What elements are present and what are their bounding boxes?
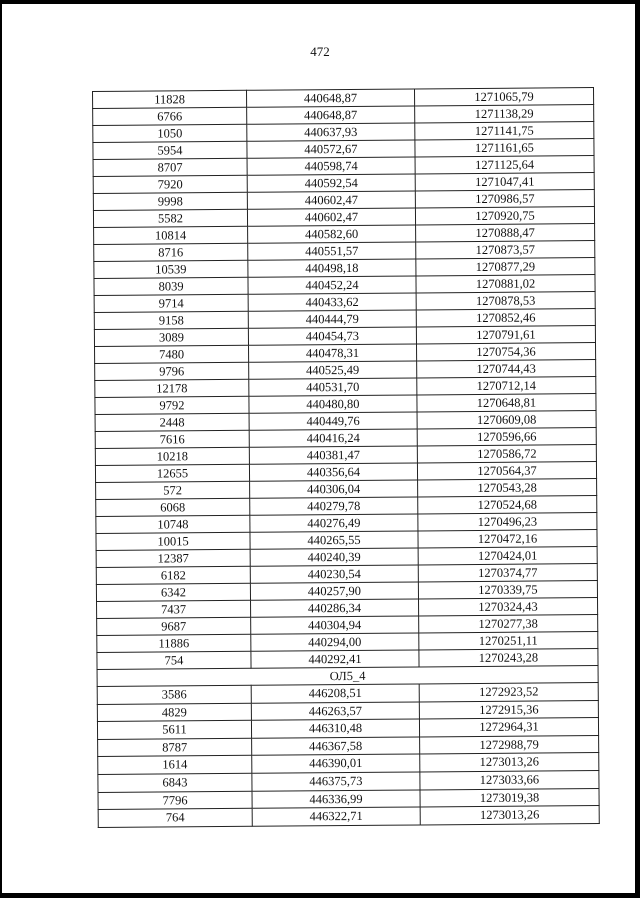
point-id-cell: 11828 (93, 90, 247, 108)
x-coordinate-cell: 440525,49 (249, 361, 417, 379)
y-coordinate-cell: 1270243,28 (419, 649, 598, 667)
y-coordinate-cell: 1272923,52 (419, 683, 598, 702)
y-coordinate-cell: 1270877,29 (416, 258, 595, 276)
point-id-cell: 6766 (93, 107, 247, 125)
x-coordinate-cell: 440598,74 (247, 157, 415, 175)
scan-edge-right (635, 0, 640, 898)
point-id-cell: 7920 (93, 175, 247, 193)
x-coordinate-cell: 446367,58 (252, 737, 420, 756)
y-coordinate-cell: 1272915,36 (419, 700, 598, 719)
point-id-cell: 572 (96, 481, 250, 499)
point-id-cell: 9998 (93, 192, 247, 210)
x-coordinate-cell: 440602,47 (247, 191, 415, 209)
coordinates-table-body (93, 88, 600, 828)
x-coordinate-cell: 440356,64 (249, 463, 417, 481)
table-row (98, 806, 599, 828)
y-coordinate-cell: 1273033,66 (420, 771, 599, 790)
x-coordinate-cell: 440572,67 (247, 140, 415, 158)
x-coordinate-cell: 440286,34 (251, 599, 419, 617)
scan-edge-top (0, 0, 640, 4)
point-id-cell: 10015 (96, 532, 250, 550)
x-coordinate-cell: 440416,24 (249, 429, 417, 447)
x-coordinate-cell: 446375,73 (252, 772, 420, 791)
y-coordinate-cell: 1270609,08 (417, 411, 596, 429)
y-coordinate-cell: 1270881,02 (416, 275, 595, 293)
y-coordinate-cell: 1270744,43 (417, 360, 596, 378)
y-coordinate-cell: 1270986,57 (415, 190, 594, 208)
y-coordinate-cell: 1271138,29 (415, 105, 594, 123)
y-coordinate-cell: 1271161,65 (415, 139, 594, 157)
point-id-cell: 9796 (95, 362, 249, 380)
x-coordinate-cell: 446263,57 (251, 702, 419, 721)
x-coordinate-cell: 440602,47 (247, 208, 415, 226)
x-coordinate-cell: 440265,55 (250, 531, 418, 549)
x-coordinate-cell: 440276,49 (250, 514, 418, 532)
y-coordinate-cell: 1270524,68 (418, 496, 597, 514)
x-coordinate-cell: 440531,70 (249, 378, 417, 396)
y-coordinate-cell: 1270339,75 (418, 581, 597, 599)
x-coordinate-cell: 446322,71 (252, 807, 420, 826)
x-coordinate-cell: 440257,90 (250, 582, 418, 600)
y-coordinate-cell: 1271141,75 (415, 122, 594, 140)
y-coordinate-cell: 1273013,26 (420, 806, 599, 825)
point-id-cell: 1050 (93, 124, 247, 142)
point-id-cell: 12387 (96, 549, 250, 567)
point-id-cell: 11886 (97, 634, 251, 652)
x-coordinate-cell: 440648,87 (246, 89, 414, 107)
point-id-cell: 3586 (97, 685, 251, 704)
point-id-cell: 12178 (95, 379, 249, 397)
y-coordinate-cell: 1270754,36 (416, 343, 595, 361)
point-id-cell: 8707 (93, 158, 247, 176)
x-coordinate-cell: 440478,31 (249, 344, 417, 362)
x-coordinate-cell: 446336,99 (252, 790, 420, 809)
point-id-cell: 10748 (96, 515, 250, 533)
point-id-cell: 6342 (96, 583, 250, 601)
x-coordinate-cell: 440240,39 (250, 548, 418, 566)
x-coordinate-cell: 440454,73 (248, 327, 416, 345)
point-id-cell: 7480 (95, 345, 249, 363)
point-id-cell: 5582 (93, 209, 247, 227)
x-coordinate-cell: 440292,41 (251, 650, 419, 668)
x-coordinate-cell: 440449,76 (249, 412, 417, 430)
point-id-cell: 8787 (98, 738, 252, 757)
point-id-cell: 4829 (97, 703, 251, 722)
y-coordinate-cell: 1270324,43 (418, 598, 597, 616)
x-coordinate-cell: 440480,80 (249, 395, 417, 413)
point-id-cell: 9687 (97, 617, 251, 635)
y-coordinate-cell: 1270878,53 (416, 292, 595, 310)
x-coordinate-cell: 440637,93 (247, 123, 415, 141)
y-coordinate-cell: 1270472,16 (418, 530, 597, 548)
y-coordinate-cell: 1270852,46 (416, 309, 595, 327)
x-coordinate-cell: 440304,94 (251, 616, 419, 634)
y-coordinate-cell: 1270564,37 (417, 462, 596, 480)
point-id-cell: 9792 (95, 396, 249, 414)
y-coordinate-cell: 1270277,38 (419, 615, 598, 633)
point-id-cell: 5954 (93, 141, 247, 159)
scan-edge-left (0, 0, 2, 898)
point-id-cell: 6068 (96, 498, 250, 516)
y-coordinate-cell: 1270920,75 (415, 207, 594, 225)
section-title: ОЛ5_4 (97, 666, 598, 687)
point-id-cell: 2448 (95, 413, 249, 431)
x-coordinate-cell: 440452,24 (248, 276, 416, 294)
y-coordinate-cell: 1270596,66 (417, 428, 596, 446)
point-id-cell: 8039 (94, 277, 248, 295)
coordinates-table (92, 87, 600, 828)
point-id-cell: 10539 (94, 260, 248, 278)
y-coordinate-cell: 1270543,28 (418, 479, 597, 497)
y-coordinate-cell: 1273013,26 (420, 753, 599, 772)
y-coordinate-cell: 1270374,77 (418, 564, 597, 582)
page-number: 472 (310, 44, 330, 59)
point-id-cell: 6843 (98, 773, 252, 792)
x-coordinate-cell: 440648,87 (247, 106, 415, 124)
x-coordinate-cell: 440592,54 (247, 174, 415, 192)
y-coordinate-cell: 1270251,11 (419, 632, 598, 650)
x-coordinate-cell: 446208,51 (251, 684, 419, 703)
x-coordinate-cell: 446390,01 (252, 754, 420, 773)
scan-edge-bottom (0, 893, 640, 898)
point-id-cell: 5611 (97, 720, 251, 739)
x-coordinate-cell: 440230,54 (250, 565, 418, 583)
point-id-cell: 1614 (98, 756, 252, 775)
point-id-cell: 754 (97, 651, 251, 669)
x-coordinate-cell: 440551,57 (248, 242, 416, 260)
x-coordinate-cell: 440444,79 (248, 310, 416, 328)
x-coordinate-cell: 440381,47 (249, 446, 417, 464)
point-id-cell: 12655 (95, 464, 249, 482)
point-id-cell: 6182 (96, 566, 250, 584)
y-coordinate-cell: 1270496,23 (418, 513, 597, 531)
y-coordinate-cell: 1273019,38 (420, 788, 599, 807)
point-id-cell: 10814 (94, 226, 248, 244)
point-id-cell: 8716 (94, 243, 248, 261)
y-coordinate-cell: 1270586,72 (417, 445, 596, 463)
x-coordinate-cell: 440294,00 (251, 633, 419, 651)
x-coordinate-cell: 440582,60 (248, 225, 416, 243)
y-coordinate-cell: 1270424,01 (418, 547, 597, 565)
y-coordinate-cell: 1270791,61 (416, 326, 595, 344)
y-coordinate-cell: 1270888,47 (416, 224, 595, 242)
point-id-cell: 7616 (95, 430, 249, 448)
y-coordinate-cell: 1270712,14 (417, 377, 596, 395)
point-id-cell: 9158 (94, 311, 248, 329)
point-id-cell: 10218 (95, 447, 249, 465)
y-coordinate-cell: 1272964,31 (419, 718, 598, 737)
y-coordinate-cell: 1271125,64 (415, 156, 594, 174)
y-coordinate-cell: 1270873,57 (416, 241, 595, 259)
point-id-cell: 9714 (94, 294, 248, 312)
point-id-cell: 7796 (98, 791, 252, 810)
x-coordinate-cell: 440498,18 (248, 259, 416, 277)
y-coordinate-cell: 1271065,79 (414, 88, 593, 106)
point-id-cell: 764 (98, 808, 252, 827)
x-coordinate-cell: 446310,48 (251, 719, 419, 738)
point-id-cell: 3089 (94, 328, 248, 346)
x-coordinate-cell: 440279,78 (250, 497, 418, 515)
y-coordinate-cell: 1272988,79 (420, 735, 599, 754)
point-id-cell: 7437 (97, 600, 251, 618)
y-coordinate-cell: 1270648,81 (417, 394, 596, 412)
y-coordinate-cell: 1271047,41 (415, 173, 594, 191)
x-coordinate-cell: 440433,62 (248, 293, 416, 311)
x-coordinate-cell: 440306,04 (250, 480, 418, 498)
